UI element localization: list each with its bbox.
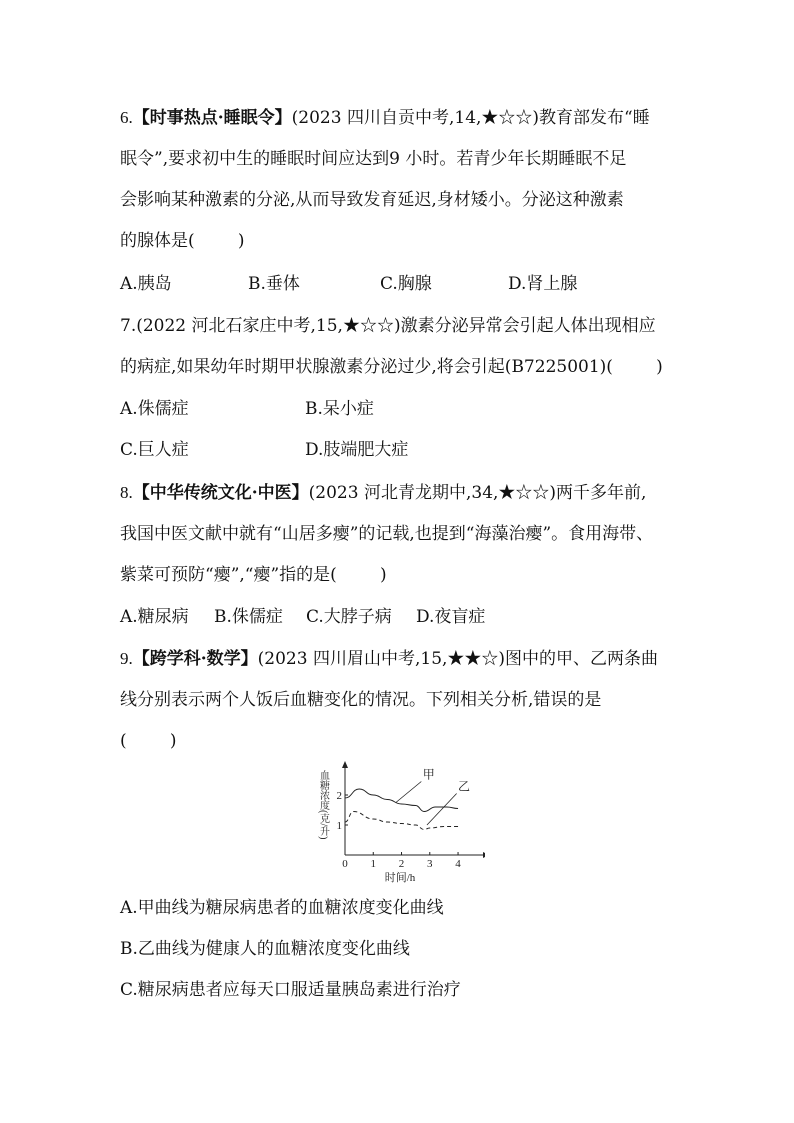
chart-labels bbox=[318, 768, 471, 885]
x-tick-label: 4 bbox=[455, 858, 461, 870]
q6-option-b[interactable]: B.垂体 bbox=[248, 274, 300, 294]
q8-line-3: 紫菜可预防“瘿”,“瘿”指的是( ) bbox=[120, 565, 387, 585]
x-tick-label: 2 bbox=[398, 858, 405, 870]
q8-option-b[interactable]: B.侏儒症 bbox=[214, 607, 283, 627]
q6-option-a[interactable]: A.胰岛 bbox=[120, 274, 172, 294]
y-axis-label: 血糖浓度(克/升) bbox=[317, 770, 329, 840]
series-jia-leader bbox=[396, 782, 421, 803]
q9-option-c[interactable]: C.糖尿病患者应每天口服适量胰岛素进行治疗 bbox=[120, 980, 461, 1000]
q8-option-d[interactable]: D.夜盲症 bbox=[416, 607, 486, 627]
x-tick-label: 0 bbox=[342, 858, 348, 870]
x-tick-label: 1 bbox=[370, 858, 377, 870]
q7-option-b[interactable]: B.呆小症 bbox=[305, 399, 374, 419]
series-yi-leader bbox=[427, 794, 457, 826]
chart-series bbox=[345, 782, 458, 830]
y-tick-label: 1 bbox=[336, 820, 342, 832]
q9-line-3: ( ) bbox=[120, 731, 177, 751]
q6-tag: 【时事热点·睡眠令】 bbox=[132, 108, 292, 128]
series-yi-label: 乙 bbox=[458, 779, 471, 794]
q6-line-1 bbox=[120, 105, 650, 131]
q6-line-4: 的腺体是( ) bbox=[120, 231, 245, 251]
q8-tag: 【中华传统文化·中医】 bbox=[132, 483, 309, 503]
q8-line-2: 我国中医文献中就有“山居多瘿”的记载,也提到“海藻治瘿”。食用海带、 bbox=[120, 524, 654, 544]
q9-tag: 【跨学科·数学】 bbox=[132, 649, 258, 669]
q9-option-a[interactable]: A.甲曲线为糖尿病患者的血糖浓度变化曲线 bbox=[120, 898, 444, 918]
y-axis-arrow-icon bbox=[342, 761, 348, 768]
q9-option-b[interactable]: B.乙曲线为健康人的血糖浓度变化曲线 bbox=[120, 939, 410, 959]
q8-line-1 bbox=[120, 480, 646, 506]
x-axis-arrow-icon bbox=[483, 852, 485, 858]
q7-line-1: 7.(2022 河北石家庄中考,15,★☆☆)激素分泌异常会引起人体出现相应 bbox=[120, 316, 656, 336]
chart-axes bbox=[342, 761, 485, 858]
x-tick-label: 3 bbox=[427, 858, 433, 870]
q9-line-2: 线分别表示两个人饭后血糖变化的情况。下列相关分析,错误的是 bbox=[120, 690, 602, 710]
x-axis-label: 时间/h bbox=[384, 872, 416, 884]
q8-line-1-text: (2023 河北青龙期中,34,★☆☆)两千多年前, bbox=[308, 483, 647, 503]
q6-line-2: 眠令”,要求初中生的睡眠时间应达到9 小时。若青少年长期睡眠不足 bbox=[120, 149, 627, 169]
q7-option-d[interactable]: D.肢端肥大症 bbox=[305, 440, 409, 460]
q9-line-1-text: (2023 四川眉山中考,15,★★☆)图中的甲、乙两条曲 bbox=[257, 649, 659, 669]
q8-option-c[interactable]: C.大脖子病 bbox=[306, 607, 392, 627]
y-tick-label: 2 bbox=[336, 790, 342, 802]
q9-number: 9. bbox=[120, 649, 133, 668]
q6-option-d[interactable]: D.肾上腺 bbox=[508, 274, 578, 294]
q8-option-a[interactable]: A.糖尿病 bbox=[120, 607, 189, 627]
q9-line-1 bbox=[120, 646, 658, 672]
q6-line-1-text: (2023 四川自贡中考,14,★☆☆)教育部发布“睡 bbox=[291, 108, 650, 128]
q7-line-2: 的病症,如果幼年时期甲状腺激素分泌过少,将会引起(B7225001)( ) bbox=[120, 357, 663, 377]
blood-glucose-chart bbox=[305, 760, 485, 885]
q7-option-a[interactable]: A.侏儒症 bbox=[120, 399, 189, 419]
series-jia-line bbox=[345, 789, 458, 812]
q6-line-3: 会影响某种激素的分泌,从而导致发育延迟,身材矮小。分泌这种激素 bbox=[120, 190, 624, 210]
series-jia-label: 甲 bbox=[422, 767, 435, 782]
series-yi-line bbox=[345, 812, 458, 830]
q8-number: 8. bbox=[120, 483, 133, 502]
q6-option-c[interactable]: C.胸腺 bbox=[380, 274, 432, 294]
q6-number: 6. bbox=[120, 108, 133, 127]
q7-option-c[interactable]: C.巨人症 bbox=[120, 440, 189, 460]
